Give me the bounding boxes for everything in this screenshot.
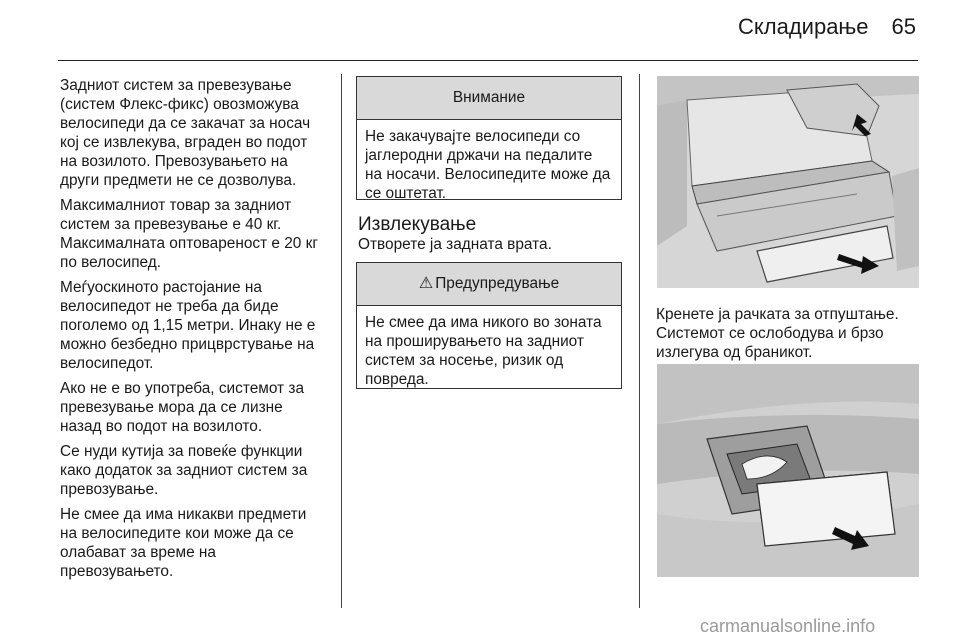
section-text: Отворете ја задната врата.	[358, 236, 552, 253]
warning-box-text: Не смее да има никого во зоната на проширувањето на задниот систем за носење, ризик од повреда.	[365, 314, 602, 388]
page-number: 65	[891, 14, 916, 39]
warning-box	[356, 262, 622, 389]
notice-box	[356, 76, 622, 200]
paragraph: Ако не е во употреба, системот за превезување мора да се лизне назад во подот на возилото.	[60, 380, 305, 435]
column-divider-left	[341, 74, 342, 608]
column-divider-right	[639, 74, 640, 608]
paragraph: Се нуди кутија за повеќе функции како додаток за задниот систем за превозување.	[60, 443, 308, 498]
release-instruction: Кренете ја рачката за отпуштање. Системот се ослободува и брзо излегува од браникот.	[656, 306, 899, 361]
paragraph: Не смее да има никакви предмети на велосипедите кои може да се олабават за време на превозувањето.	[60, 506, 307, 580]
paragraph: Задниот систем за превезување (систем Флекс-фикс) овозможува велосипеди да се закачат за носач кој се извлекува, вграден во подот на возилото. Превозувањето на други предмети не се дозволува.	[60, 77, 311, 189]
carrier-extension-svg	[657, 364, 919, 577]
warning-box-title: Предупредување	[435, 275, 560, 292]
carrier-extension-illustration	[657, 364, 919, 577]
paragraph: Максималниот товар за задниот систем за превезување е 40 кг. Максималната оптовареност е 20 кг по велосипед.	[60, 197, 318, 271]
column-left	[60, 76, 326, 587]
trunk-illustration-svg	[657, 76, 919, 288]
section-heading: Извлекување	[358, 214, 477, 235]
page-title: Складирање	[738, 14, 869, 39]
notice-box-title: Внимание	[357, 77, 621, 120]
notice-box-text: Не закачувајте велосипеди со јаглеродни држачи на педалите на носачи. Велосипедите може да се оштетат.	[365, 128, 611, 202]
warning-triangle-icon: ⚠	[418, 275, 434, 292]
trunk-illustration	[657, 76, 919, 288]
warning-box-header	[357, 263, 621, 306]
watermark: carmanualsonline.info	[700, 616, 876, 636]
header-rule	[58, 60, 918, 61]
paragraph: Меѓуоскиното растојание на велосипедот не треба да биде поголемо од 1,15 метри. Инаку не е можно безбедно прицврстување на велосипедот.	[60, 279, 316, 372]
